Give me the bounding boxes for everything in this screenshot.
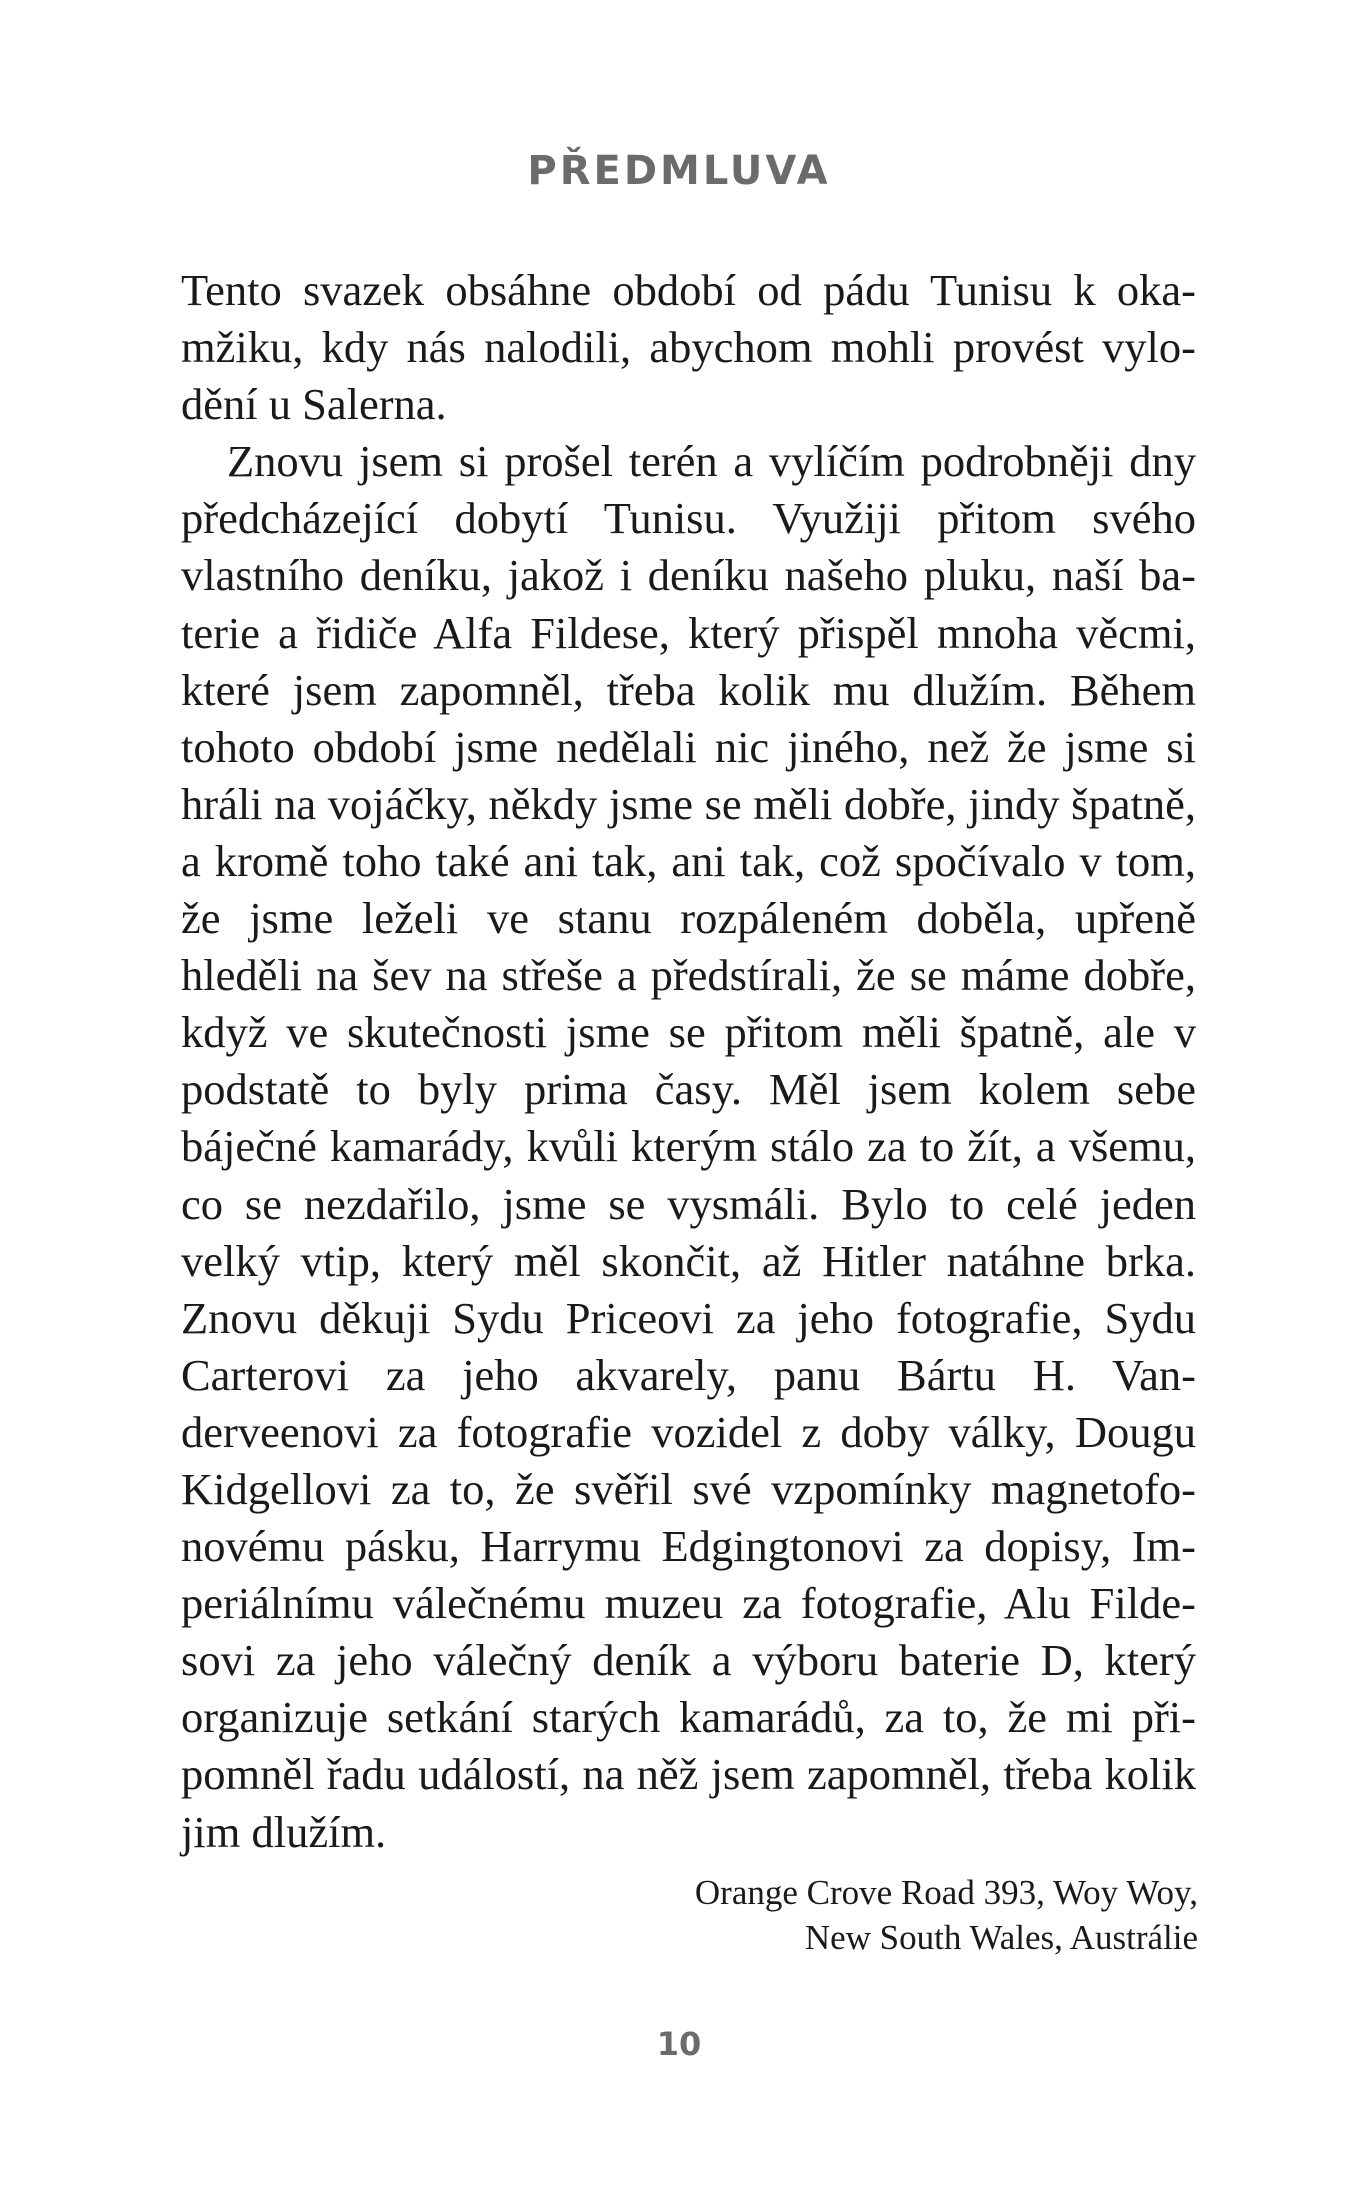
author-address [498,1870,1198,1960]
chapter-title: PŘEDMLUVA [527,148,831,194]
address-line-2: New South Wales, Austrálie [804,1918,1198,1957]
address-line-1: Orange Crove Road 393, Woy Woy, [694,1873,1198,1912]
body-text [181,262,1196,1861]
paragraph-1: Tento svazek obsáhne období od pádu Tunisu k okamžiku, kdy nás nalodili, abychom mohli provést vylodění u Salerna. [181,265,1196,430]
paragraph-2: Znovu jsem si prošel terén a vylíčím podrobněji dny předcházející dobytí Tunisu. Využiji přitom svého vlastního deníku, jakož i deníku našeho pluku, naší baterie a řidiče Alfa Fildese, který přispěl mnoha věcmi, které jsem zapomněl, třeba kolik mu dlužím. Během tohoto období jsme nedělali nic jiného, než že jsme si hráli na vojáčky, někdy jsme se měli dobře, jindy špatně, a kromě toho také ani tak, ani tak, což spočívalo v tom, že jsme leželi ve stanu rozpáleném doběla, upřeně hleděli na šev na střeše a předstírali, že se máme dobře, když ve skutečnosti jsme se přitom měli špatně, ale v podstatě to byly prima časy. Měl jsem kolem sebe báječné kamarády, kvůli kterým stálo za to žít, a všemu, co se nezdařilo, jsme se vysmáli. Bylo to celé jeden velký vtip, který měl skončit, až Hitler natáhne brka. Znovu děkuji Sydu Priceovi za jeho fotografie, Sydu Carterovi za jeho akvarely, panu Bártu H. Vanderveenovi za fotografie vozidel z doby války, Dougu Kidgellovi za to, že svěřil své vzpomínky magnetofonovému pásku, Harrymu Edgingtonovi za dopisy, Imperiálnímu válečnému muzeu za fotografie, Alu Fildesovi za jeho válečný deník a výboru baterie D, který organizuje setkání starých kamarádů, za to, že mi připomněl řadu událostí, na něž jsem zapomněl, třeba kolik jim dlužím. [181,436,1196,1857]
page-number: 10 [656,2025,702,2063]
